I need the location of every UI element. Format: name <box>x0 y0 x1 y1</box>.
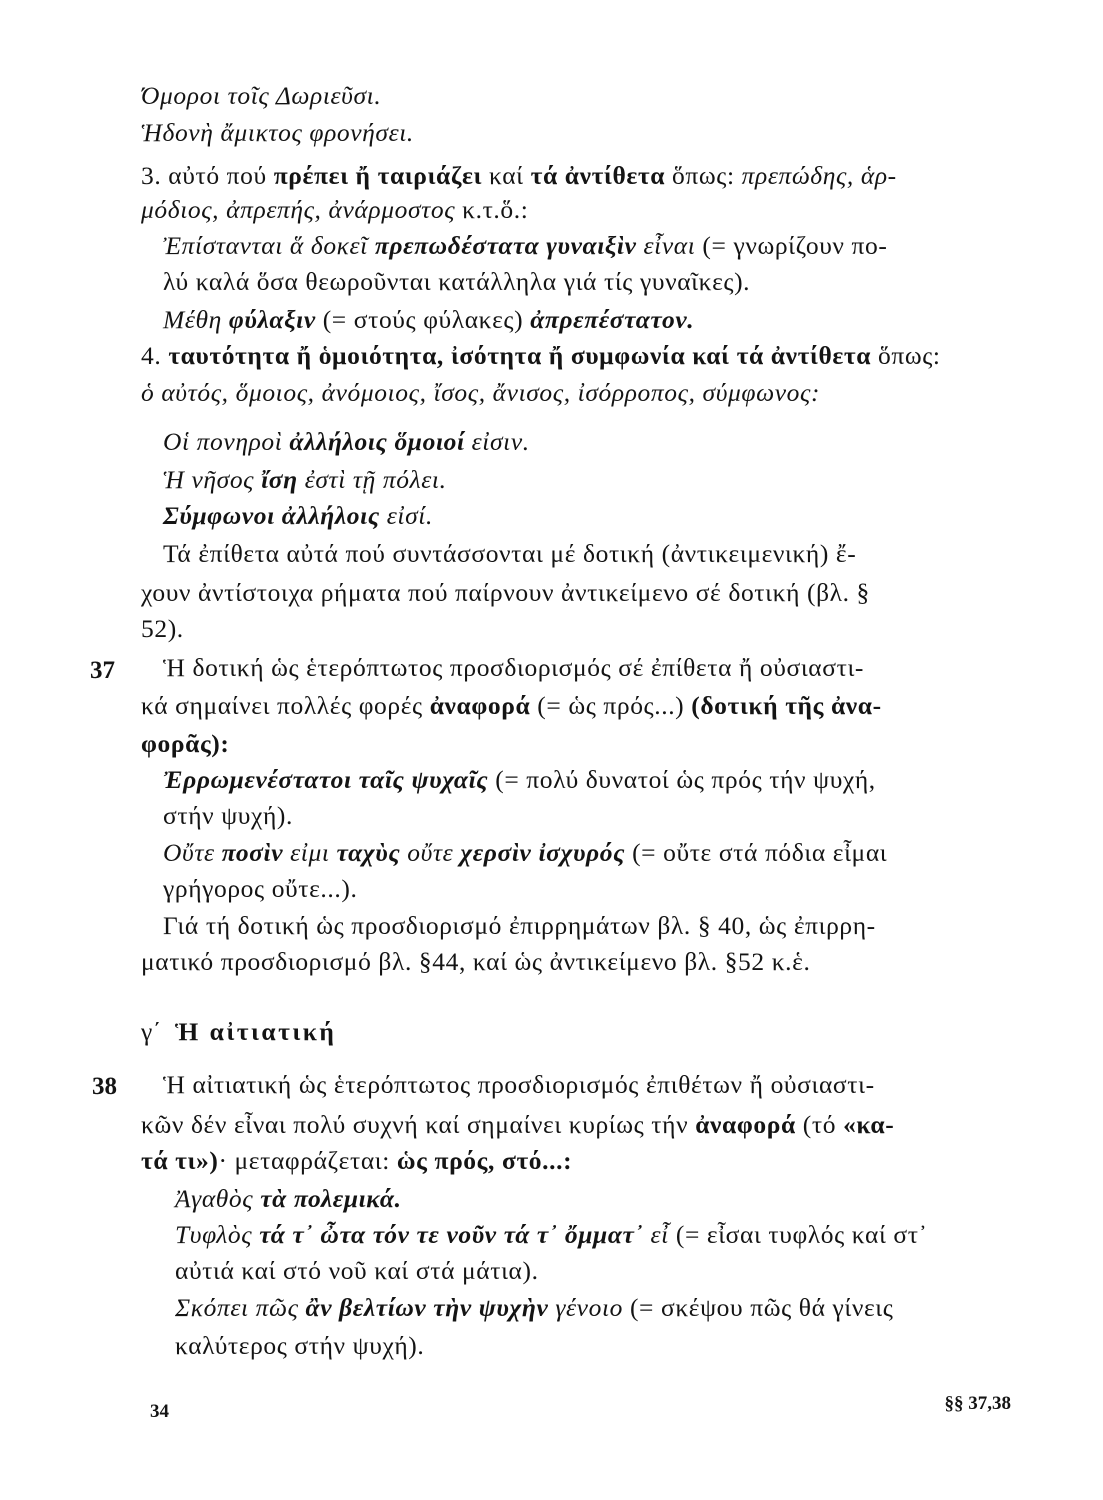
text-segment: ἐστὶ τῇ πόλει. <box>297 465 447 494</box>
text-segment: τὰ πολεμικά. <box>260 1184 402 1213</box>
body-paragraph <box>163 910 876 942</box>
item-3-text <box>141 194 528 226</box>
item-4-text <box>141 377 820 409</box>
paragraph-37-text <box>141 690 882 722</box>
text-segment: κῶν δέν εἶναι πολύ συχνή καί σημαίνει κυρίως τήν <box>141 1110 696 1139</box>
text-segment: 52). <box>141 614 184 643</box>
text-segment: χερσὶν ἰσχυρός <box>460 838 626 867</box>
text-segment: ταχὺς <box>336 838 401 867</box>
section-heading <box>141 1016 336 1048</box>
text-segment: εἰσί. <box>379 501 433 530</box>
example-translation <box>163 873 357 905</box>
text-segment: Ἀγαθὸς <box>175 1184 261 1213</box>
text-segment: ματικό προσδιορισμό βλ. §44, καί ὡς ἀντικείμενο βλ. §52 κ.ἑ. <box>141 947 811 976</box>
paragraph-38-text <box>141 1145 572 1177</box>
example-sentence <box>175 1219 928 1251</box>
example-sentence <box>163 500 433 532</box>
text-segment: εἶναι <box>636 231 696 260</box>
text-segment: (= ὡς πρός...) <box>530 691 692 720</box>
text-segment: κ.τ.ὅ.: <box>455 195 529 224</box>
example-sentence <box>175 1183 402 1215</box>
text-segment: τά τι») <box>141 1146 219 1175</box>
paragraph-38-text <box>163 1069 875 1101</box>
text-segment: (= στούς φύλακες) <box>315 305 531 334</box>
text-segment: τά ἀντίθετα <box>530 161 666 190</box>
text-segment: εἰσιν. <box>464 427 530 456</box>
text-segment: Γιά τή δοτική ὡς προσδιορισμό ἐπιρρημάτων βλ. § 40, ὡς ἐπιρρη- <box>163 911 876 940</box>
text-segment: εἰμι <box>283 838 337 867</box>
example-sentence <box>163 464 447 496</box>
text-segment: Τά ἐπίθετα αὐτά πού συντάσσονται μέ δοτική (ἀντικειμενική) ἔ- <box>163 539 857 568</box>
text-segment: φύλαξιν <box>228 305 316 334</box>
text-segment: · μεταφράζεται: <box>218 1146 397 1175</box>
example-sentence <box>175 1292 893 1324</box>
example-translation <box>163 266 750 298</box>
text-segment: Σύμφωνοι ἀλλήλοις <box>163 501 380 530</box>
text-segment: χουν ἀντίστοιχα ρήματα πού παίρνουν ἀντικείμενο σέ δοτική (βλ. § <box>141 578 870 607</box>
text-segment: τά τ᾽ ὦτα τόν τε νοῦν τά τ᾽ ὄμματ᾽ <box>259 1220 644 1249</box>
paragraph-37-text <box>163 652 864 684</box>
text-segment: μόδιος, ἀπρεπής, ἀνάρμοστος <box>141 195 456 224</box>
text-segment: Ἡ νῆσος <box>163 465 262 494</box>
text-segment: πρεπωδέστατα γυναιξὶν <box>374 231 637 260</box>
text-segment: στήν ψυχή). <box>163 801 293 830</box>
text-segment: καλύτερος στήν ψυχή). <box>175 1331 425 1360</box>
text-segment: ὅπως: <box>665 161 742 190</box>
section-heading-prefix: γ΄ <box>141 1017 162 1046</box>
example-sentence <box>163 837 887 869</box>
text-segment: γένοιο <box>548 1293 623 1322</box>
example-sentence <box>163 764 876 796</box>
text-segment: καί <box>482 161 531 190</box>
text-segment: ἀπρεπέστατον. <box>530 305 695 334</box>
text-segment: Σκόπει πῶς <box>175 1293 306 1322</box>
text-segment: γρήγορος οὔτε...). <box>163 874 358 903</box>
text-segment: ἀναφορά <box>429 691 531 720</box>
example-translation <box>163 800 293 832</box>
text-segment: λύ καλά ὅσα θεωροῦνται κατάλληλα γιά τίς γυναῖκες). <box>163 267 751 296</box>
text-segment: (= οὔτε στά πόδια εἶμαι <box>625 838 888 867</box>
paragraph-38-text <box>141 1109 894 1141</box>
text-segment: Ἡ αἰτιατική ὡς ἑτερόπτωτος προσδιορισμός ἐπιθέτων ἤ οὐσιαστι- <box>163 1070 875 1099</box>
text-segment: ταυτότητα ἤ ὁμοιότητα, ἰσότητα ἤ συμφωνία καί τά ἀντίθετα <box>168 341 872 370</box>
body-paragraph <box>141 613 184 645</box>
item-4-text <box>141 340 941 372</box>
text-segment: Μέθη <box>163 305 229 334</box>
text-segment: ποσὶν <box>221 838 284 867</box>
example-sentence <box>163 230 887 262</box>
page-number: 34 <box>150 1401 169 1422</box>
text-segment: ἀναφορά <box>695 1110 796 1139</box>
text-segment: (τό <box>795 1110 844 1139</box>
text-segment: (= γνωρίζουν πο- <box>695 231 888 260</box>
body-paragraph <box>141 577 870 609</box>
section-reference: §§ 37,38 <box>944 1393 1011 1414</box>
example-sentence <box>141 80 381 112</box>
text-segment: Ἐρρωμενέστατοι ταῖς ψυχαῖς <box>163 765 489 794</box>
text-segment: (= πολύ δυνατοί ὡς πρός τήν ψυχή, <box>488 765 876 794</box>
text-segment: Τυφλὸς <box>175 1220 260 1249</box>
text-segment: Οἱ πονηροὶ <box>163 427 290 456</box>
text-segment: ἀλλήλοις ὅμοιοί <box>289 427 465 456</box>
text-segment: ὁ αὐτός, ὅμοιος, ἀνόμοιος, ἴσος, ἄνισος, ἰσόρροπος, σύμφωνος: <box>141 378 821 407</box>
text-segment: πρέπει ἤ ταιριάζει <box>273 161 483 190</box>
text-segment: πρεπώδης, ἁρ- <box>741 161 897 190</box>
text-segment: φορᾶς): <box>141 729 230 758</box>
text-segment: Ἡ δοτική ὡς ἑτερόπτωτος προσδιορισμός σέ ἐπίθετα ἤ οὐσιαστι- <box>163 653 865 682</box>
body-paragraph <box>141 946 810 978</box>
margin-paragraph-number: 37 <box>90 657 115 684</box>
text-segment: ὅπως: <box>871 341 941 370</box>
example-sentence <box>141 117 414 149</box>
text-segment: ὡς πρός, στό...: <box>396 1146 573 1175</box>
text-segment: (δοτική τῆς ἀνα- <box>691 691 882 720</box>
text-segment: Οὔτε <box>163 838 222 867</box>
text-segment: αὐτιά καί στό νοῦ καί στά μάτια). <box>175 1256 539 1285</box>
item-3-text <box>141 160 897 192</box>
text-segment: Ἐπίστανται ἅ δοκεῖ <box>163 231 375 260</box>
text-segment: οὔτε <box>400 838 461 867</box>
example-sentence <box>163 426 530 458</box>
text-segment: ἴση <box>261 465 298 494</box>
body-paragraph <box>163 538 856 570</box>
text-segment: 3. αὐτό πού <box>141 161 274 190</box>
example-sentence <box>163 304 694 336</box>
example-translation <box>175 1255 539 1287</box>
text-segment: Όμοροι τοῖς Δωριεῦσι. <box>141 81 382 110</box>
section-heading-title: Ἡ αἰτιατική <box>174 1017 337 1046</box>
text-segment: (= εἶσαι τυφλός καί στ᾽ <box>668 1220 928 1249</box>
margin-paragraph-number: 38 <box>92 1073 117 1100</box>
paragraph-37-text <box>141 728 229 760</box>
text-segment: «κα- <box>843 1110 895 1139</box>
text-segment: ἂν βελτίων τὴν ψυχὴν <box>305 1293 549 1322</box>
text-segment: Ἡδονὴ ἄμικτος φρονήσει. <box>141 118 414 147</box>
text-segment: εἶ <box>643 1220 669 1249</box>
example-translation <box>175 1330 424 1362</box>
text-segment: (= σκέψου πῶς θά γίνεις <box>622 1293 894 1322</box>
text-segment: 4. <box>141 341 169 370</box>
text-segment: κά σημαίνει πολλές φορές <box>141 691 430 720</box>
